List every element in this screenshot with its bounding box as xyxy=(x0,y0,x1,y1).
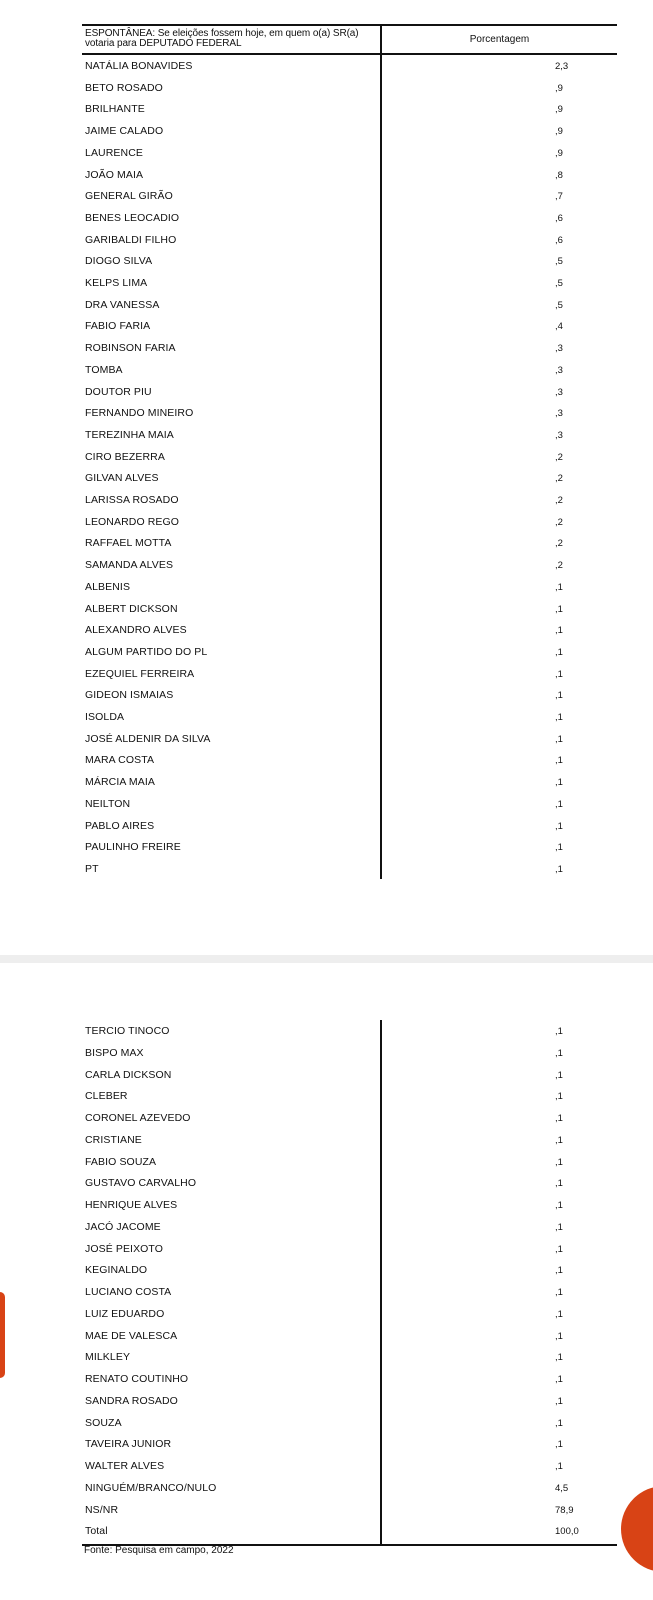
candidate-name: ROBINSON FARIA xyxy=(85,342,176,355)
percentage-value: ,2 xyxy=(555,473,563,485)
candidate-name: ISOLDA xyxy=(85,711,125,723)
percentage-value: ,1 xyxy=(555,1265,563,1277)
candidate-name: CARLA DICKSON xyxy=(85,1068,172,1081)
table-row xyxy=(85,403,615,424)
table-row xyxy=(85,1282,615,1303)
candidate-name: GENERAL GIRÃO xyxy=(85,190,173,203)
candidate-name: LARISSA ROSADO xyxy=(85,494,179,506)
table-row xyxy=(85,468,615,489)
table-row xyxy=(85,251,615,272)
percentage-value: ,5 xyxy=(555,256,563,268)
candidate-name: PAULINHO FREIRE xyxy=(85,841,181,854)
percentage-value: ,3 xyxy=(555,429,563,441)
percentage-value: 100,0 xyxy=(555,1526,579,1538)
percentage-value: ,9 xyxy=(555,126,563,138)
table-row xyxy=(85,1065,615,1086)
table-row xyxy=(85,1369,615,1390)
percentage-value: ,1 xyxy=(555,1200,563,1211)
percentage-value: ,1 xyxy=(555,1243,563,1255)
table-row xyxy=(85,425,615,446)
percentage-value: ,1 xyxy=(555,1221,563,1233)
candidate-name: CIRO BEZERRA xyxy=(85,450,165,463)
candidate-name: TERCIO TINOCO xyxy=(85,1025,170,1037)
candidate-name: NS/NR xyxy=(85,1503,119,1516)
table-row xyxy=(85,338,615,359)
table-row xyxy=(85,1217,615,1238)
table-row xyxy=(85,750,615,771)
percentage-value: ,1 xyxy=(555,842,563,854)
table-row xyxy=(85,165,615,186)
candidate-name: EZEQUIEL FERREIRA xyxy=(85,667,195,680)
percentage-value: ,9 xyxy=(555,82,563,94)
candidate-name: RAFFAEL MOTTA xyxy=(85,537,172,550)
candidate-name: ALEXANDRO ALVES xyxy=(85,624,187,637)
candidate-name: TEREZINHA MAIA xyxy=(85,428,174,441)
table-row xyxy=(85,1456,615,1477)
table-row xyxy=(85,859,615,880)
percentage-value: ,1 xyxy=(555,1156,563,1168)
candidate-name: GARIBALDI FILHO xyxy=(85,233,177,246)
table-row xyxy=(85,1043,615,1064)
table-row xyxy=(85,1391,615,1412)
percentage-value: ,1 xyxy=(555,1134,563,1146)
candidate-name: JOÃO MAIA xyxy=(85,168,144,181)
table-row xyxy=(85,490,615,511)
candidate-name: JAIME CALADO xyxy=(85,125,164,138)
percentage-value: ,2 xyxy=(555,451,563,463)
table-row xyxy=(85,1413,615,1434)
table-row xyxy=(85,143,615,164)
percentage-value: ,4 xyxy=(555,321,563,333)
candidate-name: FABIO SOUZA xyxy=(85,1155,157,1168)
candidate-name: JOSÉ PEIXOTO xyxy=(85,1242,164,1255)
candidate-name: BETO ROSADO xyxy=(85,81,163,94)
table-row xyxy=(85,599,615,620)
candidate-name: SANDRA ROSADO xyxy=(85,1394,178,1407)
table-row xyxy=(85,273,615,294)
candidate-name: CRISTIANE xyxy=(85,1133,142,1146)
table-row xyxy=(85,772,615,793)
candidate-name: BRILHANTE xyxy=(85,103,145,116)
percentage-value: 4,5 xyxy=(555,1482,569,1494)
side-edge-tab[interactable] xyxy=(0,1292,5,1378)
percentage-value: ,1 xyxy=(555,755,563,767)
candidate-name: MAE DE VALESCA xyxy=(85,1329,178,1342)
percentage-value: ,1 xyxy=(555,798,563,810)
table-row xyxy=(85,208,615,229)
table-row xyxy=(85,577,615,598)
table-top-rule xyxy=(82,24,617,26)
candidate-name: WALTER ALVES xyxy=(85,1460,165,1472)
percentage-value: ,1 xyxy=(555,1461,563,1472)
percentage-value: ,1 xyxy=(555,603,563,615)
table-row xyxy=(85,816,615,837)
percentage-value: ,1 xyxy=(555,1395,563,1407)
table-row xyxy=(85,1478,615,1499)
candidate-name: LAURENCE xyxy=(85,146,143,159)
candidate-name: KEGINALDO xyxy=(85,1264,148,1277)
percentage-value: ,1 xyxy=(555,1439,563,1451)
percentage-value: ,1 xyxy=(555,625,563,637)
candidate-name: DOUTOR PIU xyxy=(85,385,152,398)
percentage-value: ,1 xyxy=(555,1069,563,1081)
candidate-name: GUSTAVO CARVALHO xyxy=(85,1177,197,1190)
table-row xyxy=(85,186,615,207)
candidate-name: NEILTON xyxy=(85,797,131,810)
table-header-percentage: Porcentagem xyxy=(469,34,530,45)
candidate-name: BENES LEOCADIO xyxy=(85,211,180,224)
candidate-name: KELPS LIMA xyxy=(85,277,148,289)
table-row xyxy=(85,78,615,99)
candidate-name: NATÁLIA BONAVIDES xyxy=(85,60,193,72)
percentage-value: ,1 xyxy=(555,1352,563,1364)
table-row xyxy=(85,837,615,858)
candidate-name: PABLO AIRES xyxy=(85,819,155,832)
candidate-name: GIDEON ISMAIAS xyxy=(85,689,174,702)
table-row xyxy=(85,1521,615,1542)
candidate-name: Total xyxy=(85,1525,108,1538)
percentage-value: ,9 xyxy=(555,104,563,116)
table-row xyxy=(85,1500,615,1521)
table-row xyxy=(85,1434,615,1455)
table-row xyxy=(85,1326,615,1347)
percentage-value: ,1 xyxy=(555,690,563,702)
candidate-name: NINGUÉM/BRANCO/NULO xyxy=(85,1481,217,1494)
table-row xyxy=(85,1130,615,1151)
candidate-name: JACÓ JACOME xyxy=(85,1220,161,1233)
table-row xyxy=(85,794,615,815)
table-row xyxy=(85,620,615,641)
source-note: Fonte: Pesquisa em campo, 2022 xyxy=(84,1545,234,1556)
table-row xyxy=(85,360,615,381)
table-row xyxy=(85,664,615,685)
percentage-value: ,1 xyxy=(555,1308,563,1320)
percentage-value: 2,3 xyxy=(555,61,569,72)
table-row xyxy=(85,555,615,576)
candidate-name: ALBENIS xyxy=(85,580,131,593)
table-row xyxy=(85,533,615,554)
table-row xyxy=(85,685,615,706)
candidate-name: HENRIQUE ALVES xyxy=(85,1199,178,1211)
percentage-value: ,1 xyxy=(555,1287,563,1298)
percentage-value: ,1 xyxy=(555,1113,563,1124)
candidate-name: MÁRCIA MAIA xyxy=(85,776,155,789)
candidate-name: FERNANDO MINEIRO xyxy=(85,407,194,420)
candidate-name: MARA COSTA xyxy=(85,754,155,767)
percentage-value: ,1 xyxy=(555,646,563,658)
percentage-value: ,2 xyxy=(555,560,563,572)
table-page-2 xyxy=(0,963,653,1600)
percentage-value: ,3 xyxy=(555,364,563,376)
candidate-name: DRA VANESSA xyxy=(85,298,160,311)
table-row xyxy=(85,1108,615,1129)
table-row xyxy=(85,1086,615,1107)
percentage-value: ,1 xyxy=(555,1091,563,1103)
table-header-question: ESPONTÂNEA: Se eleições fossem hoje, em quem o(a) SR(a) votaria para DEPUTADO FEDERAL xyxy=(85,28,359,49)
candidate-name: LUIZ EDUARDO xyxy=(85,1307,165,1320)
candidate-name: FABIO FARIA xyxy=(85,320,151,333)
percentage-value: ,1 xyxy=(555,1047,563,1059)
table-row xyxy=(85,382,615,403)
percentage-value: ,3 xyxy=(555,408,563,420)
table-row xyxy=(85,729,615,750)
table-row xyxy=(85,1347,615,1368)
table-header-rule xyxy=(82,53,617,55)
candidate-name: LEONARDO REGO xyxy=(85,515,180,528)
candidate-name: LUCIANO COSTA xyxy=(85,1286,172,1298)
percentage-value: ,2 xyxy=(555,516,563,528)
table-row xyxy=(85,316,615,337)
percentage-value: ,1 xyxy=(555,1330,563,1342)
candidate-name: PT xyxy=(85,862,99,875)
percentage-value: ,3 xyxy=(555,343,563,355)
table-row xyxy=(85,1239,615,1260)
percentage-value: ,3 xyxy=(555,386,563,398)
percentage-value: ,2 xyxy=(555,538,563,550)
table-row xyxy=(85,1260,615,1281)
percentage-value: ,1 xyxy=(555,733,563,745)
percentage-value: ,2 xyxy=(555,495,563,506)
percentage-value: ,5 xyxy=(555,299,563,311)
percentage-value: ,9 xyxy=(555,147,563,159)
percentage-value: ,1 xyxy=(555,581,563,593)
candidate-name: SAMANDA ALVES xyxy=(85,559,174,572)
percentage-value: ,1 xyxy=(555,863,563,875)
candidate-name: CORONEL AZEVEDO xyxy=(85,1112,191,1124)
percentage-value: ,1 xyxy=(555,820,563,832)
candidate-name: RENATO COUTINHO xyxy=(85,1373,189,1385)
percentage-value: ,1 xyxy=(555,712,563,723)
table-row xyxy=(85,1173,615,1194)
candidate-name: TAVEIRA JUNIOR xyxy=(85,1438,172,1451)
percentage-value: 78,9 xyxy=(555,1504,574,1516)
percentage-value: ,1 xyxy=(555,1374,563,1385)
table-row xyxy=(85,1152,615,1173)
candidate-name: TOMBA xyxy=(85,363,123,376)
table-row xyxy=(85,56,615,77)
candidate-name: SOUZA xyxy=(85,1416,122,1429)
candidate-name: DIOGO SILVA xyxy=(85,255,153,268)
table-row xyxy=(85,642,615,663)
table-row xyxy=(85,1021,615,1042)
candidate-name: ALGUM PARTIDO DO PL xyxy=(85,645,208,658)
table-row xyxy=(85,121,615,142)
table-row xyxy=(85,295,615,316)
percentage-value: ,1 xyxy=(555,1178,563,1190)
table-row xyxy=(85,707,615,728)
table-row xyxy=(85,1195,615,1216)
table-row xyxy=(85,230,615,251)
percentage-value: ,1 xyxy=(555,777,563,789)
page-break-divider xyxy=(0,955,653,963)
percentage-value: ,5 xyxy=(555,278,563,289)
percentage-value: ,7 xyxy=(555,191,563,203)
candidate-name: GILVAN ALVES xyxy=(85,472,159,485)
candidate-name: JOSÉ ALDENIR DA SILVA xyxy=(85,732,211,745)
candidate-name: ALBERT DICKSON xyxy=(85,602,178,615)
percentage-value: ,8 xyxy=(555,169,563,181)
candidate-name: BISPO MAX xyxy=(85,1046,144,1059)
percentage-value: ,6 xyxy=(555,212,563,224)
candidate-name: MILKLEY xyxy=(85,1351,131,1364)
table-row xyxy=(85,1304,615,1325)
table-row xyxy=(85,99,615,120)
percentage-value: ,1 xyxy=(555,668,563,680)
percentage-value: ,1 xyxy=(555,1026,563,1037)
candidate-name: CLEBER xyxy=(85,1090,128,1103)
percentage-value: ,1 xyxy=(555,1417,563,1429)
table-row xyxy=(85,512,615,533)
table-row xyxy=(85,447,615,468)
percentage-value: ,6 xyxy=(555,234,563,246)
